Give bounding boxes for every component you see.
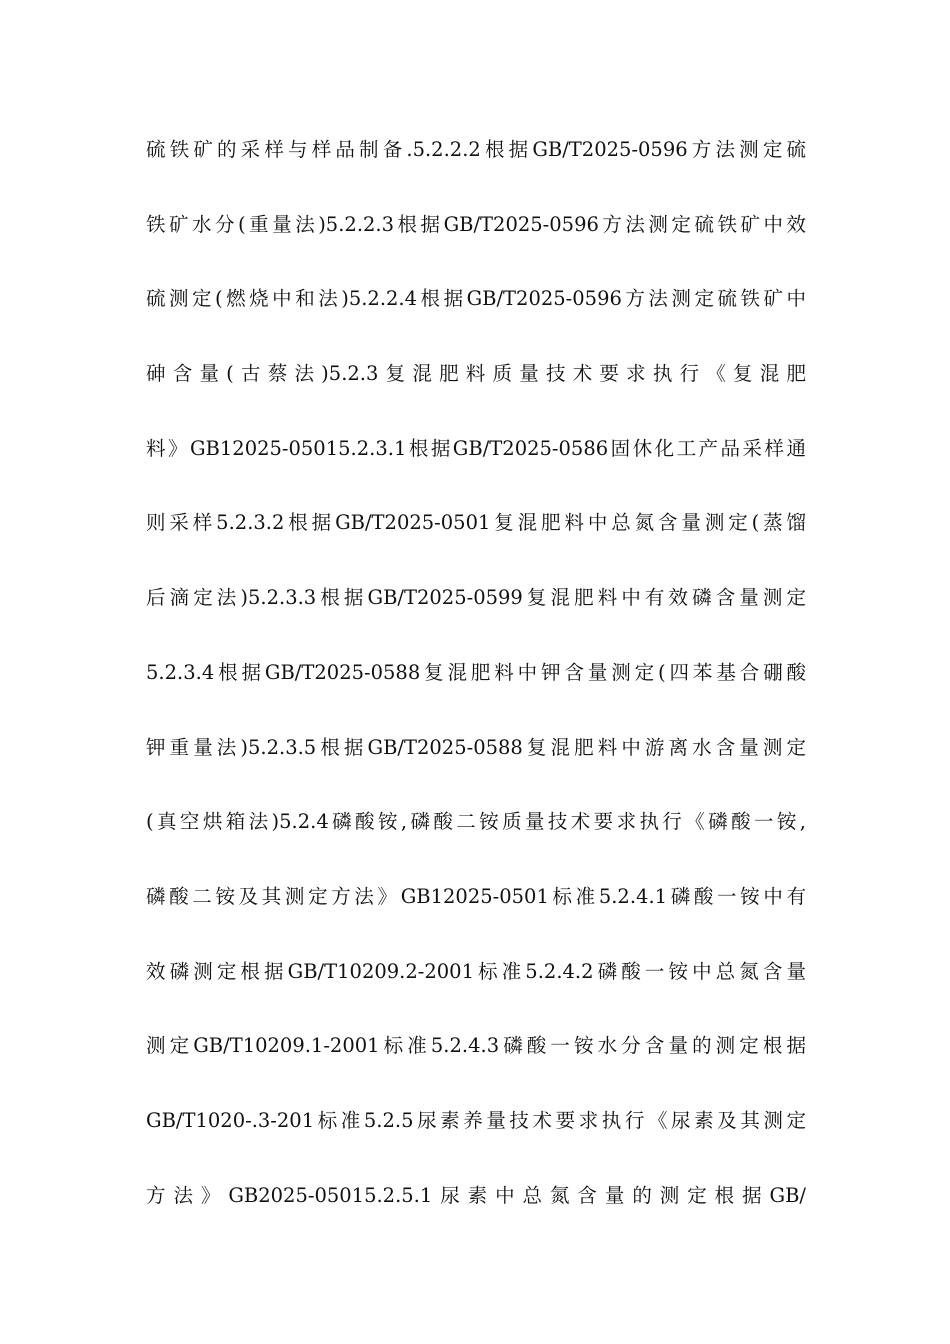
text-line-9: 钾重量法)5.2.3.5根据GB/T2025-0588复混肥料中游离水含量测定 (146, 735, 806, 759)
text-line-5: 料》GB12025-05015.2.3.1根据GB/T2025-0586固休化工产品采样通 (146, 436, 806, 460)
text-line-3: 硫测定(燃烧中和法)5.2.2.4根据GB/T2025-0596方法测定硫铁矿中 (146, 287, 806, 311)
text-line-12: 效磷测定根据GB/T10209.2-2001标准5.2.4.2磷酸一铵中总氮含量 (146, 959, 806, 983)
text-line-11: 磷酸二铵及其测定方法》GB12025-0501标准5.2.4.1磷酸一铵中有 (146, 884, 806, 908)
text-line-14: GB/T1020-.3-201标准5.2.5尿素养量技术要求执行《尿素及其测定 (146, 1108, 806, 1132)
text-line-10: (真空烘箱法)5.2.4磷酸铵,磷酸二铵质量技术要求执行《磷酸一铵, (146, 810, 806, 834)
text-line-15: 方法》GB2025-05015.2.5.1尿素中总氮含量的测定根据GB/ (146, 1183, 806, 1207)
text-line-6: 则采样5.2.3.2根据GB/T2025-0501复混肥料中总氮含量测定(蒸馏 (146, 511, 806, 535)
text-line-4: 砷含量(古蔡法)5.2.3复混肥料质量技术要求执行《复混肥 (146, 362, 806, 386)
text-line-2: 铁矿水分(重量法)5.2.2.3根据GB/T2025-0596方法测定硫铁矿中效 (146, 212, 806, 236)
text-line-1: 硫铁矿的采样与样品制备.5.2.2.2根据GB/T2025-0596方法测定硫 (146, 138, 806, 161)
body-text (146, 130, 806, 1250)
text-line-8: 5.2.3.4根据GB/T2025-0588复混肥料中钾含量测定(四苯基合硼酸 (146, 660, 806, 684)
text-line-13: 测定GB/T10209.1-2001标准5.2.4.3磷酸一铵水分含量的测定根据 (146, 1034, 806, 1058)
text-line-7: 后滴定法)5.2.3.3根据GB/T2025-0599复混肥料中有效磷含量测定 (146, 586, 806, 610)
